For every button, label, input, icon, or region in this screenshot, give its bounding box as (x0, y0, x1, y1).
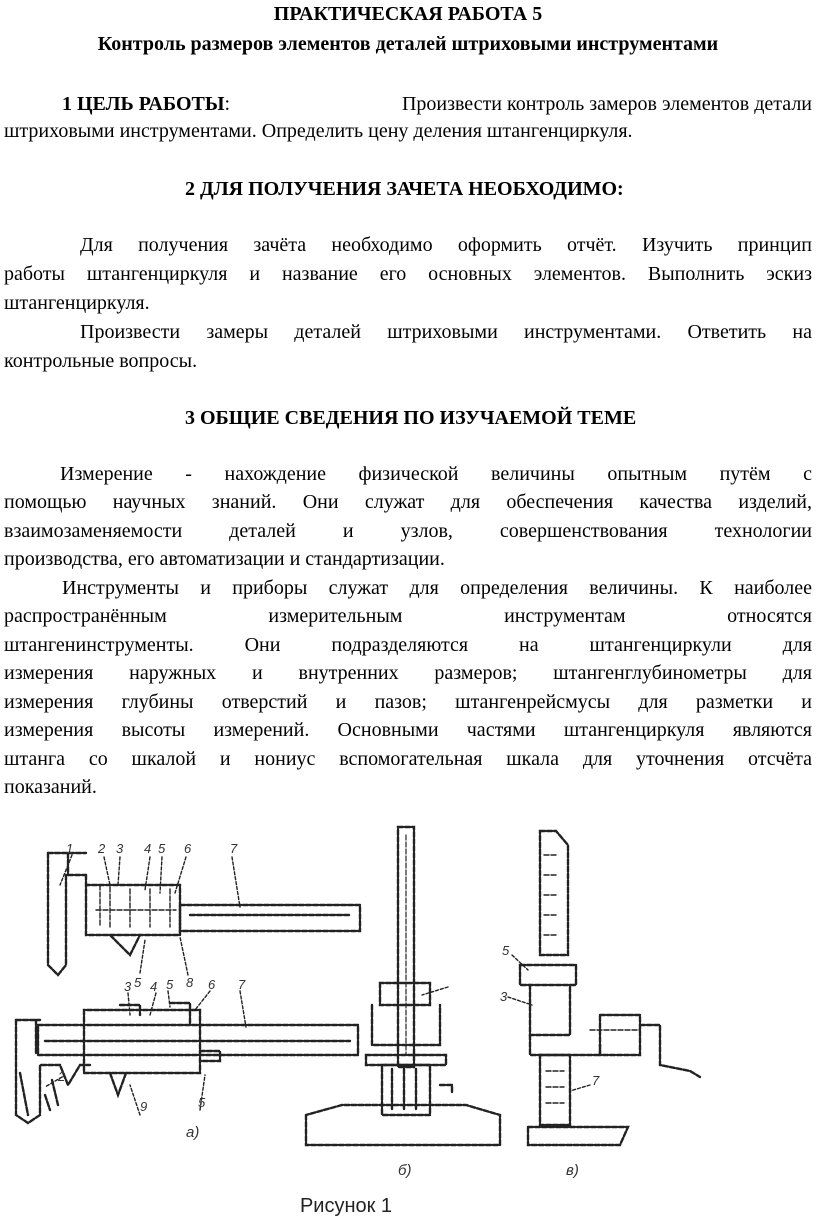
section3-p1-line1: Измерение - нахождение физической величины опытным путём с (60, 463, 812, 485)
fig-label-right-7: 7 (592, 1073, 600, 1088)
fig-label-top-lower-5: 5 (134, 975, 142, 990)
section3-p2-line2: распространённым измерительным инструментам относятся (4, 605, 812, 627)
page-subtitle: Контроль размеров элементов деталей штриховыми инструментами (97, 33, 719, 55)
section1-heading: 1 ЦЕЛЬ РАБОТЫ (62, 93, 225, 115)
fig-label-top-3: 3 (116, 841, 124, 856)
fig-label-mid-7: 7 (238, 977, 246, 992)
figure-instruments (0, 815, 816, 1231)
section1-text-line1: Произвести контроль замеров элементов детали (401, 93, 812, 115)
page-title: ПРАКТИЧЕСКАЯ РАБОТА 5 (273, 3, 543, 25)
fig-label-mid-6: 6 (208, 977, 216, 992)
section3-heading: 3 ОБЩИЕ СВЕДЕНИЯ ПО ИЗУЧАЕМОЙ ТЕМЕ (185, 407, 637, 429)
fig-label-right-5: 5 (502, 943, 510, 958)
section2-p2-line2: контрольные вопросы. (4, 350, 198, 372)
fig-label-bottom-2: 2 (58, 1069, 66, 1084)
fig-sublabel-a: а) (186, 1124, 200, 1141)
section3-p2-line5: измерения глубины отверстий и пазов; штангенрейсмусы для разметки и (4, 691, 812, 713)
section2-p1-line2: работы штангенциркуля и название его основных элементов. Выполнить эскиз (4, 263, 812, 285)
section3-p2-line3: штангенинструменты. Они подразделяются на штангенциркули для (4, 634, 812, 656)
fig-label-top-1: 1 (66, 841, 74, 856)
fig-label-top-7: 7 (230, 841, 238, 856)
fig-label-mid-4: 4 (150, 979, 158, 994)
section3-p2-line8: показаний. (4, 776, 97, 798)
section3-p2-line7: штанга со шкалой и нониус вспомогательная шкала для уточнения отсчёта (4, 748, 812, 770)
leaders-center (422, 987, 448, 995)
section3-p2-line1: Инструменты и приборы служат для определения величины. К наиболее (62, 577, 812, 599)
section3-p1-line3: взаимозаменяемости деталей и узлов, совершенствования технологии (4, 520, 812, 542)
fig-label-right-3: 3 (500, 989, 508, 1004)
fig-label-top-5: 5 (158, 841, 166, 856)
fig-label-top-2: 2 (98, 841, 106, 856)
fig-label-top-6: 6 (184, 841, 192, 856)
fig-label-top-4: 4 (144, 841, 152, 856)
fig-label-top-lower-8: 8 (186, 975, 194, 990)
section1-heading-line (62, 91, 230, 117)
depth-gauge-drawing (306, 827, 500, 1145)
caliper-top-drawing (48, 853, 360, 975)
height-gauge-drawing (520, 831, 700, 1145)
section3-p2-line4: измерения наружных и внутренних размеров; штангенглубинометры для (4, 662, 812, 684)
fig-label-bottom-9: 9 (140, 1099, 148, 1114)
section1-text-line2: штриховыми инструментами. Определить цену деления штангенциркуля. (4, 120, 633, 142)
section3-p1-line2: помощью научных знаний. Они служат для обеспечения качества изделий, (4, 491, 812, 513)
section3-p2-line6: измерения высоты измерений. Основными частями штангенциркуля являются (4, 719, 812, 741)
section3-p1-line4: производства, его автоматизации и стандартизации. (4, 548, 445, 570)
section2-p1-line1: Для получения зачёта необходимо оформить отчёт. Изучить принцип (80, 234, 812, 256)
fig-sublabel-v: в) (566, 1162, 579, 1179)
fig-label-mid-3: 3 (124, 979, 132, 994)
fig-label-mid-5: 5 (166, 977, 174, 992)
figure-caption: Рисунок 1 (299, 1195, 393, 1217)
section1-colon: : (224, 93, 231, 115)
section2-p2-line1: Произвести замеры деталей штриховыми инструментами. Ответить на (80, 321, 812, 343)
fig-sublabel-b: б) (398, 1162, 412, 1179)
fig-label-bottom-5: 5 (198, 1095, 206, 1110)
section2-heading: 2 ДЛЯ ПОЛУЧЕНИЯ ЗАЧЕТА НЕОБХОДИМО: (185, 178, 624, 200)
caliper-mid-drawing (16, 1003, 358, 1123)
section2-p1-line3: штангенциркуля. (4, 292, 150, 314)
